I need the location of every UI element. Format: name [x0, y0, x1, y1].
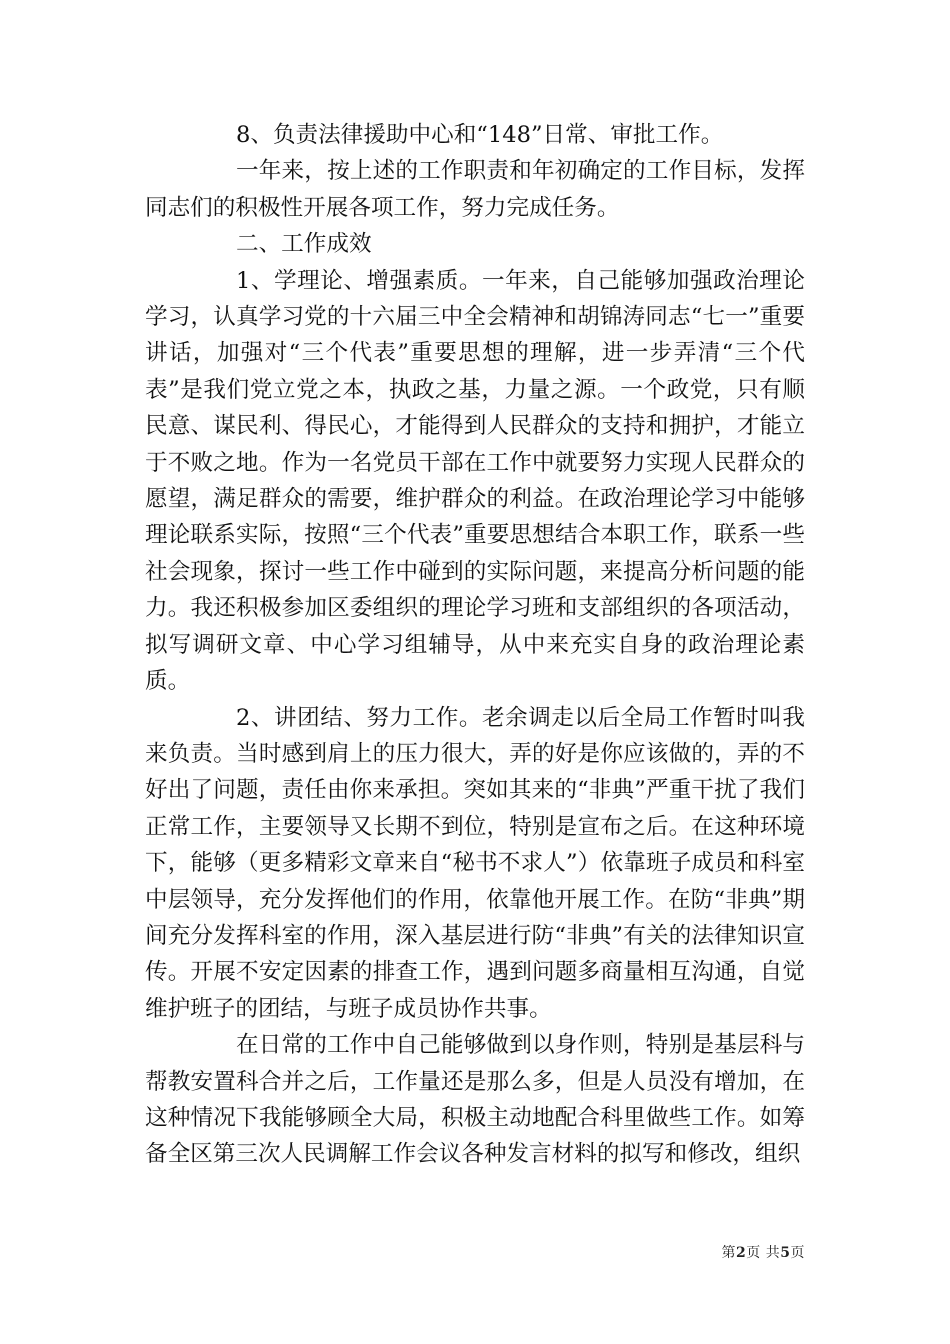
paragraph-unity-work: 2、讲团结、努力工作。老余调走以后全局工作暂时叫我来负责。当时感到肩上的压力很大，弄的好是你应该做的，弄的不好出了问题，责任由你来承担。突如其来的“非典”严重干扰了我们正常工作，主要领导又长期不到位，特别是宣布之后。在这种环境下，能够（更多精彩文章来自“秘书不求人”）依靠班子成员和科室中层领导，充分发挥他们的作用，依靠他开展工作。在防“非典”期间充分发挥科室的作用，深入基层进行防“非典”有关的法律知识宣传。开展不安定因素的排查工作，遇到问题多商量相互沟通，自觉维护班子的团结，与班子成员协作共事。 — [145, 704, 805, 1022]
paragraph-theory-study: 1、学理论、增强素质。一年来，自己能够加强政治理论学习，认真学习党的十六届三中全会精神和胡锦涛同志“七一”重要讲话，加强对“三个代表”重要思想的理解，进一步弄清“三个代表”是我们党立党之本，执政之基，力量之源。一个政党，只有顺民意、谋民利、得民心，才能得到人民群众的支持和拥护，才能立于不败之地。作为一名党员干部在工作中就要努力实现人民群众的愿望，满足群众的需要，维护群众的利益。在政治理论学习中能够理论联系实际，按照“三个代表”重要思想结合本职工作，联系一些社会现象，探讨一些工作中碰到的实际问题，来提高分析问题的能力。我还积极参加区委组织的理论学习班和支部组织的各项活动，拟写调研文章、中心学习组辅导，从中来充实自身的政治理论素质。 — [145, 267, 805, 695]
current-page-number: 2 — [736, 1245, 747, 1261]
footer-suffix: 页 — [790, 1245, 805, 1261]
paragraph-item-8: 8、负责法律援助中心和“148”日常、审批工作。 — [236, 122, 724, 148]
total-pages-number: 5 — [780, 1245, 791, 1261]
page-footer — [722, 1242, 805, 1262]
footer-prefix: 第 — [721, 1245, 737, 1261]
footer-middle: 页 共 — [746, 1245, 781, 1261]
body-text — [145, 117, 805, 1173]
section-heading: 二、工作成效 — [236, 231, 372, 258]
paragraph-summary: 一年来，按上述的工作职责和年初确定的工作目标，发挥同志们的积极性开展各项工作，努力完成任务。 — [145, 158, 805, 221]
paragraph-daily-work: 在日常的工作中自己能够做到以身作则，特别是基层科与帮教安置科合并之后，工作量还是那么多，但是人员没有增加，在这种情况下我能够顾全大局，积极主动地配合科里做些工作。如筹备全区第三次人民调解工作会议各种发言材料的拟写和修改，组织 — [145, 1032, 805, 1168]
